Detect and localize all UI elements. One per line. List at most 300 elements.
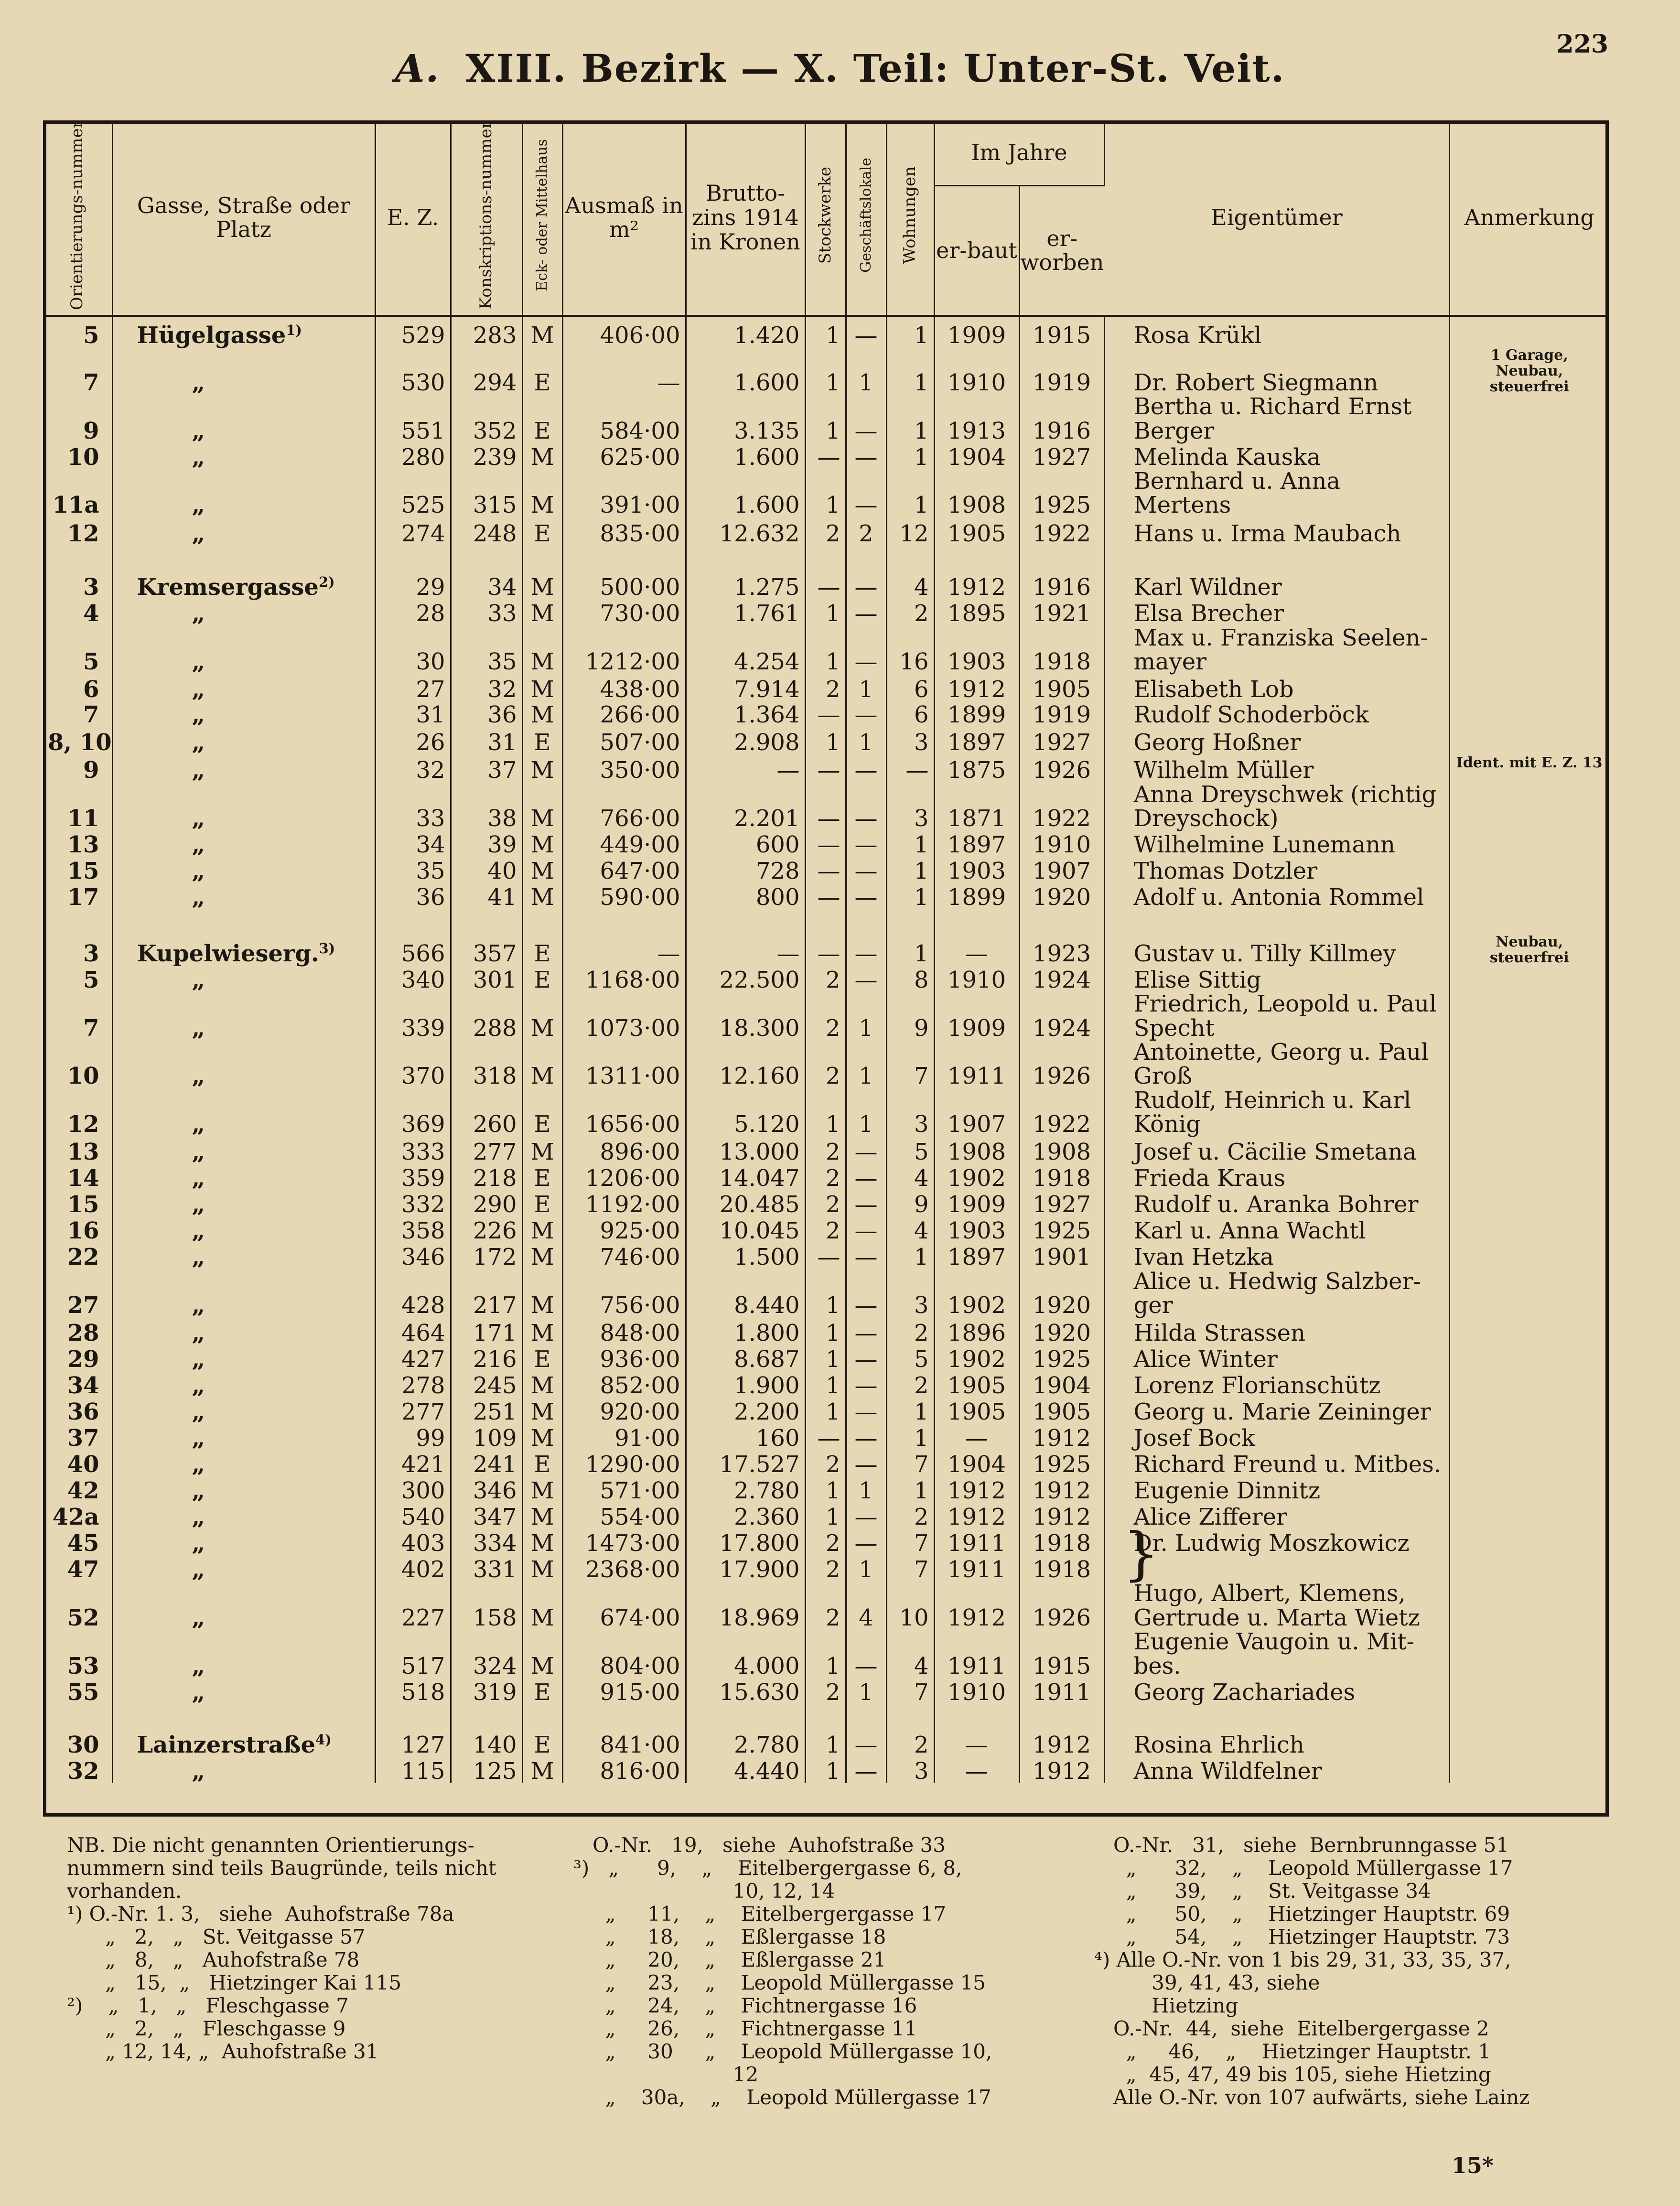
cell-konskription: 346	[451, 1476, 522, 1503]
street-name: „	[192, 729, 205, 756]
cell-floors: 2	[805, 674, 846, 702]
cell-floors: 1	[805, 395, 846, 443]
street-name: „	[192, 1652, 205, 1679]
cell-acquired: 1905	[1019, 1398, 1104, 1424]
cell-acquired: 1918	[1019, 1555, 1104, 1582]
cell-owner: Karl u. Anna Wachtl	[1104, 1217, 1449, 1243]
cell-house-type: M	[522, 702, 562, 727]
cell-built: 1905	[934, 517, 1019, 546]
cell-rent: 4.254	[686, 626, 805, 674]
cell-owner: Melinda Kauska	[1104, 443, 1449, 469]
cell-shops: 1	[846, 674, 886, 702]
cell-built: 1908	[934, 1137, 1019, 1164]
cell-flats: 1	[886, 883, 934, 909]
property-register-table	[43, 120, 1609, 1783]
cell-area: 1290·00	[562, 1450, 686, 1476]
cell-ez: 403	[375, 1529, 451, 1555]
cell-built: —	[934, 1757, 1019, 1783]
cell-konskription: 32	[451, 674, 522, 702]
cell-area: 1168·00	[562, 966, 686, 992]
cell-flats: 4	[886, 571, 934, 600]
cell-owner: Rosina Ehrlich	[1104, 1729, 1449, 1757]
cell-shops: —	[846, 1503, 886, 1529]
cell-konskription: 251	[451, 1398, 522, 1424]
cell-remark	[1449, 395, 1609, 443]
cell-rent: 2.780	[686, 1729, 805, 1757]
owner-brace: }	[1123, 1521, 1160, 1587]
cell-ez: 32	[375, 755, 451, 783]
street-name: Hügelgasse	[137, 322, 286, 349]
cell-orientation-number: 45	[43, 1529, 112, 1555]
cell-floors: —	[805, 934, 846, 966]
cell-area: 766·00	[562, 783, 686, 831]
cell-orientation-number: 10	[43, 1040, 112, 1088]
cell-shops: —	[846, 1270, 886, 1318]
cell-floors: 2	[805, 1137, 846, 1164]
cell-street	[112, 1088, 375, 1137]
cell-house-type: M	[522, 674, 562, 702]
col-remark: Anmerkung	[1449, 120, 1609, 316]
cell-ez: 227	[375, 1582, 451, 1630]
cell-shops: —	[846, 857, 886, 883]
cell-shops: —	[846, 783, 886, 831]
cell-shops: —	[846, 883, 886, 909]
cell-shops: 1	[846, 1555, 886, 1582]
cell-flats: 4	[886, 1630, 934, 1678]
cell-ez: 274	[375, 517, 451, 546]
cell-orientation-number: 5	[43, 316, 112, 347]
table-row	[43, 395, 1609, 443]
cell-remark	[1449, 1088, 1609, 1137]
cell-area: 852·00	[562, 1371, 686, 1398]
cell-flats: 1	[886, 443, 934, 469]
cell-flats: 16	[886, 626, 934, 674]
cell-ez: 427	[375, 1345, 451, 1371]
street-name: „	[192, 1372, 205, 1399]
cell-ez: 31	[375, 702, 451, 727]
cell-floors: —	[805, 443, 846, 469]
cell-acquired: 1927	[1019, 443, 1104, 469]
footnote-line: „ 45, 47, 49 bis 105, siehe Hietzing	[1094, 2063, 1491, 2086]
col-acquired: er-worben	[1019, 185, 1104, 316]
cell-house-type: M	[522, 1040, 562, 1088]
cell-remark	[1449, 1424, 1609, 1450]
cell-house-type: M	[522, 1371, 562, 1398]
cell-house-type: E	[522, 1088, 562, 1137]
cell-shops: —	[846, 1371, 886, 1398]
cell-orientation-number: 9	[43, 755, 112, 783]
cell-remark	[1449, 1398, 1609, 1424]
table-row	[43, 1582, 1609, 1630]
cell-ez: 277	[375, 1398, 451, 1424]
cell-konskription: 140	[451, 1729, 522, 1757]
cell-floors: —	[805, 571, 846, 600]
cell-house-type: M	[522, 1555, 562, 1582]
cell-shops: —	[846, 1757, 886, 1783]
cell-ez: 369	[375, 1088, 451, 1137]
page-title	[0, 46, 1680, 91]
cell-ez: 358	[375, 1217, 451, 1243]
cell-rent: 18.969	[686, 1582, 805, 1630]
cell-house-type: M	[522, 883, 562, 909]
street-name: „	[192, 443, 205, 471]
cell-acquired: 1910	[1019, 830, 1104, 857]
street-name: „	[192, 417, 205, 444]
cell-orientation-number: 27	[43, 1270, 112, 1318]
footnote-line: 10, 12, 14	[573, 1879, 835, 1903]
cell-built: 1910	[934, 966, 1019, 992]
cell-konskription: 357	[451, 934, 522, 966]
footnote-line: NB. Die nicht genannten Orientierungs-nummern sind teils Baugründe, teils nicht vorhanden.	[67, 1833, 496, 1903]
cell-house-type: M	[522, 1317, 562, 1345]
cell-orientation-number: 13	[43, 1137, 112, 1164]
footnote-line: 12	[573, 2063, 759, 2086]
cell-acquired: 1912	[1019, 1503, 1104, 1529]
cell-owner: Hans u. Irma Maubach	[1104, 517, 1449, 546]
col-owner: Eigentümer	[1104, 120, 1449, 316]
cell-street	[112, 1630, 375, 1678]
cell-built: 1909	[934, 316, 1019, 347]
cell-built: 1911	[934, 1040, 1019, 1088]
cell-shops: —	[846, 626, 886, 674]
cell-area: 835·00	[562, 517, 686, 546]
cell-built: 1910	[934, 347, 1019, 395]
cell-rent: 12.160	[686, 1040, 805, 1088]
cell-owner: Elsa Brecher	[1104, 600, 1449, 626]
district-title: XIII. Bezirk — X. Teil: Unter-St. Veit.	[465, 46, 1285, 91]
cell-acquired: 1923	[1019, 934, 1104, 966]
footnote-ref: 2)	[318, 574, 335, 591]
cell-floors: —	[805, 1243, 846, 1270]
cell-shops: —	[846, 1317, 886, 1345]
cell-rent: 17.527	[686, 1450, 805, 1476]
cell-area: 1311·00	[562, 1040, 686, 1088]
cell-area: 500·00	[562, 571, 686, 600]
cell-owner: Alice u. Hedwig Salzber-ger	[1104, 1270, 1449, 1318]
cell-street	[112, 1398, 375, 1424]
cell-flats: 10	[886, 1582, 934, 1630]
cell-area: 406·00	[562, 316, 686, 347]
cell-remark	[1449, 1317, 1609, 1345]
street-name: „	[192, 883, 205, 911]
footnote-line: Hietzing	[1094, 1994, 1238, 2017]
cell-orientation-number: 15	[43, 1191, 112, 1217]
cell-acquired: 1908	[1019, 1137, 1104, 1164]
cell-floors: 1	[805, 1345, 846, 1371]
cell-acquired: 1915	[1019, 316, 1104, 347]
cell-owner: Rudolf Schoderböck	[1104, 702, 1449, 727]
cell-shops: —	[846, 1529, 886, 1555]
cell-acquired: 1918	[1019, 1164, 1104, 1191]
cell-built: 1902	[934, 1270, 1019, 1318]
footnote-line: O.-Nr. 19, siehe Auhofstraße 33	[573, 1833, 946, 1857]
street-name: „	[192, 1014, 205, 1042]
cell-floors: 1	[805, 1503, 846, 1529]
cell-area: 915·00	[562, 1678, 686, 1704]
cell-orientation-number: 28	[43, 1317, 112, 1345]
street-name: „	[192, 1165, 205, 1192]
cell-remark	[1449, 443, 1609, 469]
table-row	[43, 755, 1609, 783]
cell-konskription: 37	[451, 755, 522, 783]
cell-street	[112, 1555, 375, 1582]
cell-built: 1913	[934, 395, 1019, 443]
cell-street	[112, 571, 375, 600]
cell-konskription: 277	[451, 1137, 522, 1164]
cell-house-type: M	[522, 1424, 562, 1450]
cell-ez: 332	[375, 1191, 451, 1217]
cell-street	[112, 1582, 375, 1630]
cell-ez: 340	[375, 966, 451, 992]
cell-rent: 1.600	[686, 469, 805, 517]
cell-orientation-number: 6	[43, 674, 112, 702]
col-flats: Wohnungen	[886, 120, 934, 316]
footnote-line: „ 50, „ Hietzinger Hauptstr. 69	[1094, 1902, 1510, 1926]
table-row	[43, 1317, 1609, 1345]
col-konskription: Konskriptions-nummer	[451, 120, 522, 316]
street-name: „	[192, 1217, 205, 1245]
cell-shops: —	[846, 1398, 886, 1424]
cell-area: —	[562, 347, 686, 395]
cell-rent: 1.275	[686, 571, 805, 600]
cell-house-type: E	[522, 395, 562, 443]
cell-konskription: 318	[451, 1040, 522, 1088]
cell-rent: 1.420	[686, 316, 805, 347]
table-row	[43, 830, 1609, 857]
cell-remark	[1449, 1164, 1609, 1191]
table-row	[43, 966, 1609, 992]
cell-owner: Hugo, Albert, Klemens, Gertrude u. Marta Wietz	[1104, 1582, 1449, 1630]
cell-house-type: E	[522, 1729, 562, 1757]
cell-area: 925·00	[562, 1217, 686, 1243]
cell-owner: Elisabeth Lob	[1104, 674, 1449, 702]
cell-built: 1902	[934, 1345, 1019, 1371]
footnote-line: „ 54, „ Hietzinger Hauptstr. 73	[1094, 1925, 1510, 1948]
cell-area: 1656·00	[562, 1088, 686, 1137]
cell-owner: Wilhelmine Lunemann	[1104, 830, 1449, 857]
cell-orientation-number: 4	[43, 600, 112, 626]
cell-acquired: 1924	[1019, 992, 1104, 1040]
cell-remark	[1449, 674, 1609, 702]
cell-konskription: 109	[451, 1424, 522, 1450]
cell-konskription: 331	[451, 1555, 522, 1582]
cell-rent: 12.632	[686, 517, 805, 546]
cell-built: 1911	[934, 1555, 1019, 1582]
cell-street	[112, 600, 375, 626]
street-name: „	[192, 1679, 205, 1706]
cell-ez: 339	[375, 992, 451, 1040]
footnote-line: „ 39, „ St. Veitgasse 34	[1094, 1879, 1431, 1903]
table-row	[43, 600, 1609, 626]
cell-street	[112, 992, 375, 1040]
cell-ez: 36	[375, 883, 451, 909]
cell-shops: —	[846, 1137, 886, 1164]
cell-floors: 2	[805, 1582, 846, 1630]
cell-floors: 1	[805, 347, 846, 395]
cell-konskription: 158	[451, 1582, 522, 1630]
cell-house-type: M	[522, 316, 562, 347]
cell-owner: Friedrich, Leopold u. Paul Specht	[1104, 992, 1449, 1040]
cell-acquired: 1924	[1019, 966, 1104, 992]
cell-house-type: M	[522, 1476, 562, 1503]
cell-house-type: M	[522, 1529, 562, 1555]
footnote-line: „ 18, „ Eßlergasse 18	[573, 1925, 886, 1948]
cell-konskription: 217	[451, 1270, 522, 1318]
cell-area: 730·00	[562, 600, 686, 626]
cell-remark	[1449, 517, 1609, 546]
cell-shops: —	[846, 1450, 886, 1476]
cell-street	[112, 883, 375, 909]
cell-konskription: 260	[451, 1088, 522, 1137]
footnotes-column-3	[1094, 1834, 1610, 2109]
cell-floors: —	[805, 702, 846, 727]
cell-flats: 1	[886, 830, 934, 857]
cell-konskription: 301	[451, 966, 522, 992]
cell-street	[112, 1345, 375, 1371]
cell-house-type: M	[522, 992, 562, 1040]
cell-konskription: 171	[451, 1317, 522, 1345]
cell-shops: —	[846, 1191, 886, 1217]
cell-remark	[1449, 1137, 1609, 1164]
cell-acquired: 1911	[1019, 1678, 1104, 1704]
table-row	[43, 1729, 1609, 1757]
cell-area: 507·00	[562, 727, 686, 755]
street-name: „	[192, 1556, 205, 1583]
cell-acquired: 1925	[1019, 469, 1104, 517]
street-name: „	[192, 1757, 205, 1785]
cell-owner: Dr. Robert Siegmann	[1104, 347, 1449, 395]
cell-built: 1905	[934, 1398, 1019, 1424]
table-row	[43, 1630, 1609, 1678]
cell-shops: 1	[846, 992, 886, 1040]
cell-acquired: 1919	[1019, 347, 1104, 395]
cell-floors: 2	[805, 1217, 846, 1243]
cell-built: 1912	[934, 1582, 1019, 1630]
street-name: „	[192, 831, 205, 858]
table-row	[43, 1164, 1609, 1191]
cell-built: 1895	[934, 600, 1019, 626]
cell-shops: —	[846, 755, 886, 783]
table-row	[43, 347, 1609, 395]
street-name: „	[192, 1399, 205, 1426]
cell-acquired: 1918	[1019, 626, 1104, 674]
street-name: „	[192, 701, 205, 729]
cell-built: 1910	[934, 1678, 1019, 1704]
cell-rent: 15.630	[686, 1678, 805, 1704]
cell-acquired: 1912	[1019, 1424, 1104, 1450]
cell-remark	[1449, 1371, 1609, 1398]
cell-built: 1897	[934, 727, 1019, 755]
cell-area: 350·00	[562, 755, 686, 783]
cell-owner: Bernhard u. Anna Mertens	[1104, 469, 1449, 517]
cell-remark	[1449, 857, 1609, 883]
cell-orientation-number: 11	[43, 783, 112, 831]
cell-owner: Josef u. Cäcilie Smetana	[1104, 1137, 1449, 1164]
cell-area: —	[562, 934, 686, 966]
cell-rent: 10.045	[686, 1217, 805, 1243]
cell-floors: 2	[805, 1678, 846, 1704]
cell-konskription: 33	[451, 600, 522, 626]
cell-street	[112, 1729, 375, 1757]
cell-floors: 1	[805, 1398, 846, 1424]
cell-konskription: 40	[451, 857, 522, 883]
street-name: „	[192, 1139, 205, 1166]
cell-owner: Adolf u. Antonia Rommel	[1104, 883, 1449, 909]
street-name: „	[192, 600, 205, 627]
cell-acquired: 1921	[1019, 600, 1104, 626]
cell-house-type: M	[522, 1630, 562, 1678]
table-row	[43, 783, 1609, 831]
table-row	[43, 1450, 1609, 1476]
cell-owner: Max u. Franziska Seelen-mayer	[1104, 626, 1449, 674]
cell-owner: Rudolf u. Aranka Bohrer	[1104, 1191, 1449, 1217]
table-row	[43, 469, 1609, 517]
cell-shops: —	[846, 316, 886, 347]
cell-flats: 7	[886, 1678, 934, 1704]
cell-floors: 1	[805, 626, 846, 674]
cell-remark	[1449, 1729, 1609, 1757]
cell-flats: 6	[886, 674, 934, 702]
cell-ez: 26	[375, 727, 451, 755]
cell-acquired: 1920	[1019, 1270, 1104, 1318]
cell-owner: Frieda Kraus	[1104, 1164, 1449, 1191]
cell-flats: 5	[886, 1137, 934, 1164]
cell-acquired: 1919	[1019, 702, 1104, 727]
col-street: Gasse, Straße oder Platz	[112, 120, 375, 316]
cell-konskription: 347	[451, 1503, 522, 1529]
cell-house-type: E	[522, 347, 562, 395]
cell-rent: 8.687	[686, 1345, 805, 1371]
cell-house-type: M	[522, 571, 562, 600]
cell-remark	[1449, 1678, 1609, 1704]
cell-konskription: 352	[451, 395, 522, 443]
cell-built: 1899	[934, 883, 1019, 909]
cell-konskription: 283	[451, 316, 522, 347]
table-row	[43, 1243, 1609, 1270]
cell-orientation-number: 3	[43, 571, 112, 600]
street-name: „	[192, 1530, 205, 1557]
cell-street	[112, 1450, 375, 1476]
table-row	[43, 1424, 1609, 1450]
cell-orientation-number: 29	[43, 1345, 112, 1371]
spacer-row	[43, 546, 1609, 571]
footnote-line: „ 26, „ Fichtnergasse 11	[573, 2017, 917, 2040]
cell-floors: 1	[805, 316, 846, 347]
cell-orientation-number: 7	[43, 992, 112, 1040]
street-name: „	[192, 492, 205, 519]
cell-flats: 1	[886, 347, 934, 395]
cell-remark	[1449, 1191, 1609, 1217]
cell-acquired: 1918	[1019, 1529, 1104, 1555]
cell-area: 590·00	[562, 883, 686, 909]
cell-shops: 1	[846, 727, 886, 755]
street-name: Kremsergasse	[137, 574, 319, 601]
cell-acquired: 1912	[1019, 1729, 1104, 1757]
cell-flats: 3	[886, 727, 934, 755]
cell-flats: 1	[886, 469, 934, 517]
cell-orientation-number: 14	[43, 1164, 112, 1191]
cell-house-type: M	[522, 1137, 562, 1164]
footnote-line: ¹) O.-Nr. 1. 3, siehe Auhofstraße 78a	[67, 1902, 454, 1926]
cell-remark: 1 Garage, Neubau, steuerfrei	[1489, 347, 1569, 396]
cell-house-type: M	[522, 755, 562, 783]
cell-street	[112, 395, 375, 443]
cell-konskription: 241	[451, 1450, 522, 1476]
cell-house-type: E	[522, 727, 562, 755]
cell-acquired: 1912	[1019, 1476, 1104, 1503]
cell-flats: 3	[886, 1088, 934, 1137]
footnote-ref: 4)	[315, 1731, 332, 1748]
